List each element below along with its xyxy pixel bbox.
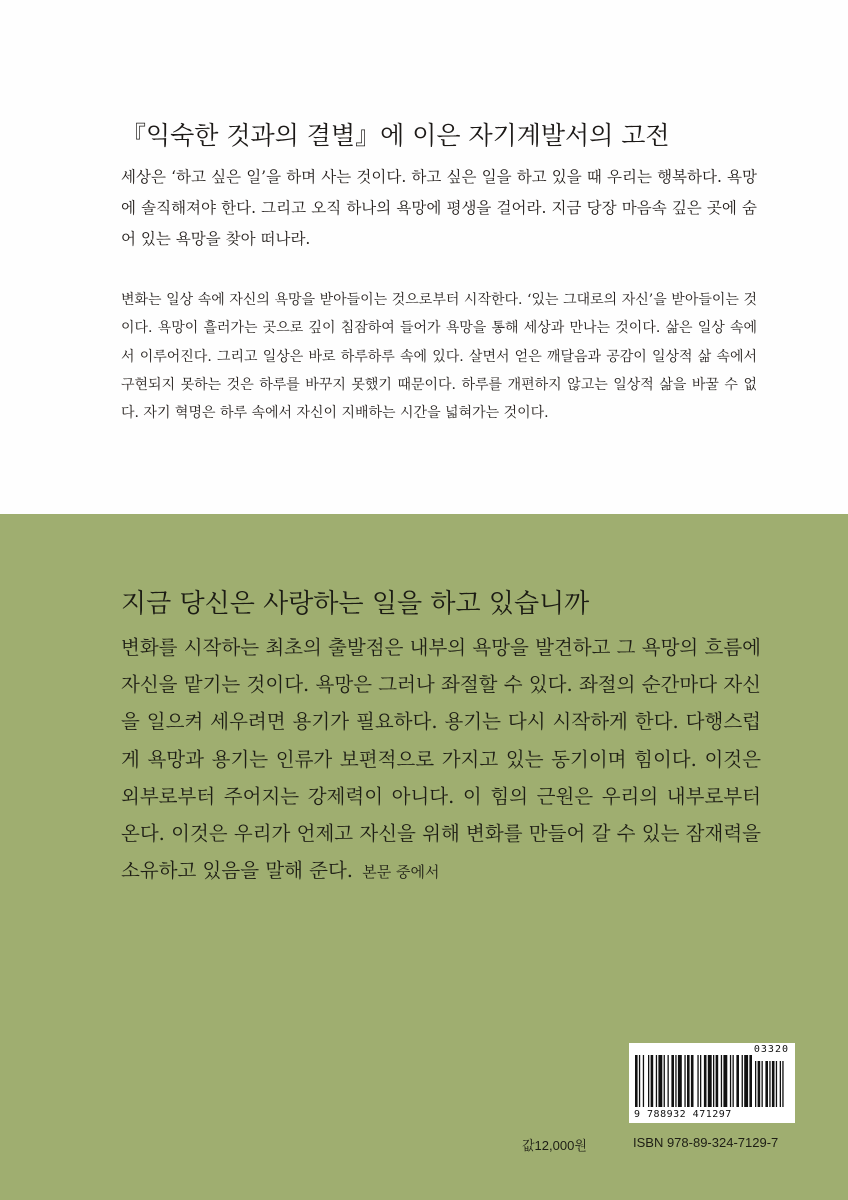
barcode-bar	[733, 1055, 734, 1107]
barcode-bar	[736, 1055, 739, 1107]
barcode-bar	[749, 1055, 752, 1107]
barcode-addon-bar	[776, 1061, 777, 1107]
bottom-paragraph	[121, 629, 761, 891]
barcode-bar	[639, 1055, 640, 1107]
barcode-bar	[704, 1055, 707, 1107]
excerpt-source: 본문 중에서	[362, 863, 440, 882]
top-paragraph-1: 세상은 ‘하고 싶은 일’을 하며 사는 것이다. 하고 싶은 일을 하고 있을 때 우리는 행복하다. 욕망에 솔직해져야 한다. 그리고 오직 하나의 욕망에 평생을 걸어라. 지금 당장 마음속 깊은 곳에 숨어 있는 욕망을 찾아 떠나라.	[121, 168, 757, 248]
barcode-bar	[697, 1055, 698, 1107]
barcode-bar	[635, 1055, 638, 1107]
barcode-addon-bar	[755, 1061, 756, 1107]
price-label: 값12,000원	[522, 1138, 587, 1153]
barcode-bar	[691, 1055, 694, 1107]
barcode-addon-bar	[782, 1061, 783, 1107]
barcode	[629, 1043, 795, 1123]
barcode-bar	[744, 1055, 748, 1107]
barcode-bar	[730, 1055, 731, 1107]
top-heading: 『익숙한 것과의 결별』에 이은 자기계발서의 고전	[121, 121, 670, 150]
barcode-bar	[700, 1055, 701, 1107]
barcode-bar	[687, 1055, 690, 1107]
barcode-bar	[658, 1055, 662, 1107]
barcode-addon-bar	[769, 1061, 770, 1107]
barcode-bar	[716, 1055, 719, 1107]
bottom-heading: 지금 당신은 사랑하는 일을 하고 있습니까	[121, 589, 590, 619]
barcode-addon-bar	[758, 1061, 761, 1107]
barcode-bar	[713, 1055, 714, 1107]
top-paragraph-2: 변화는 일상 속에 자신의 욕망을 받아들이는 것으로부터 시작한다. ‘있는 그대로의 자신’을 받아들이는 것이다. 욕망이 흘러가는 곳으로 깊이 침잠하여 들어가 욕망을 통해 세상과 만나는 것이다. 삶은 일상 속에서 이루어진다. 그리고 일상은 바로 하루하루 속에 있다. 살면서 얻은 깨달음과 공감이 일상적 삶 속에서 구현되지 못하는 것은 하루를 바꾸지 못했기 때문이다. 하루를 개편하지 않고는 일상적 삶을 바꿀 수 없다. 자기 혁명은 하루 속에서 자신이 지배하는 시간을 넓혀가는 것이다.	[121, 292, 757, 422]
barcode-bar	[675, 1055, 676, 1107]
barcode-bar	[742, 1055, 743, 1107]
isbn-label: ISBN 978-89-324-7129-7	[633, 1135, 779, 1150]
barcode-bar	[648, 1055, 649, 1107]
barcode-addon-bar	[772, 1061, 775, 1107]
barcode-addon-bar	[762, 1061, 763, 1107]
barcode-bar	[643, 1055, 644, 1107]
barcode-bar	[671, 1055, 674, 1107]
barcode-addon-bar	[765, 1061, 768, 1107]
barcode-bar	[721, 1055, 722, 1107]
barcode-bar	[708, 1055, 712, 1107]
barcode-bar	[668, 1055, 669, 1107]
top-section	[0, 0, 848, 514]
barcode-bar	[723, 1055, 727, 1107]
barcode-addon-code: 03320	[753, 1044, 789, 1055]
barcode-bar	[664, 1055, 665, 1107]
barcode-bar	[678, 1055, 682, 1107]
barcode-digits: 9 788932 471297	[634, 1109, 732, 1120]
bottom-paragraph-text: 변화를 시작하는 최초의 출발점은 내부의 욕망을 발견하고 그 욕망의 흐름에 자신을 맡기는 것이다. 욕망은 그러나 좌절할 수 있다. 좌절의 순간마다 자신을 일으켜 세우려면 용기가 필요하다. 용기는 다시 시작하게 한다. 다행스럽게 욕망과 용기는 인류가 보편적으로 가지고 있는 동기이며 힘이다. 이것은 외부로부터 주어지는 강제력이 아니다. 이 힘의 근원은 우리의 내부로부터 온다. 이것은 우리가 언제고 자신을 위해 변화를 만들어 갈 수 있는 잠재력을 소유하고 있음을 말해 준다.	[121, 636, 761, 883]
barcode-bars	[633, 1047, 791, 1109]
barcode-addon-bar	[780, 1061, 781, 1107]
barcode-bar	[651, 1055, 654, 1107]
barcode-bar	[684, 1055, 685, 1107]
barcode-bar	[656, 1055, 657, 1107]
